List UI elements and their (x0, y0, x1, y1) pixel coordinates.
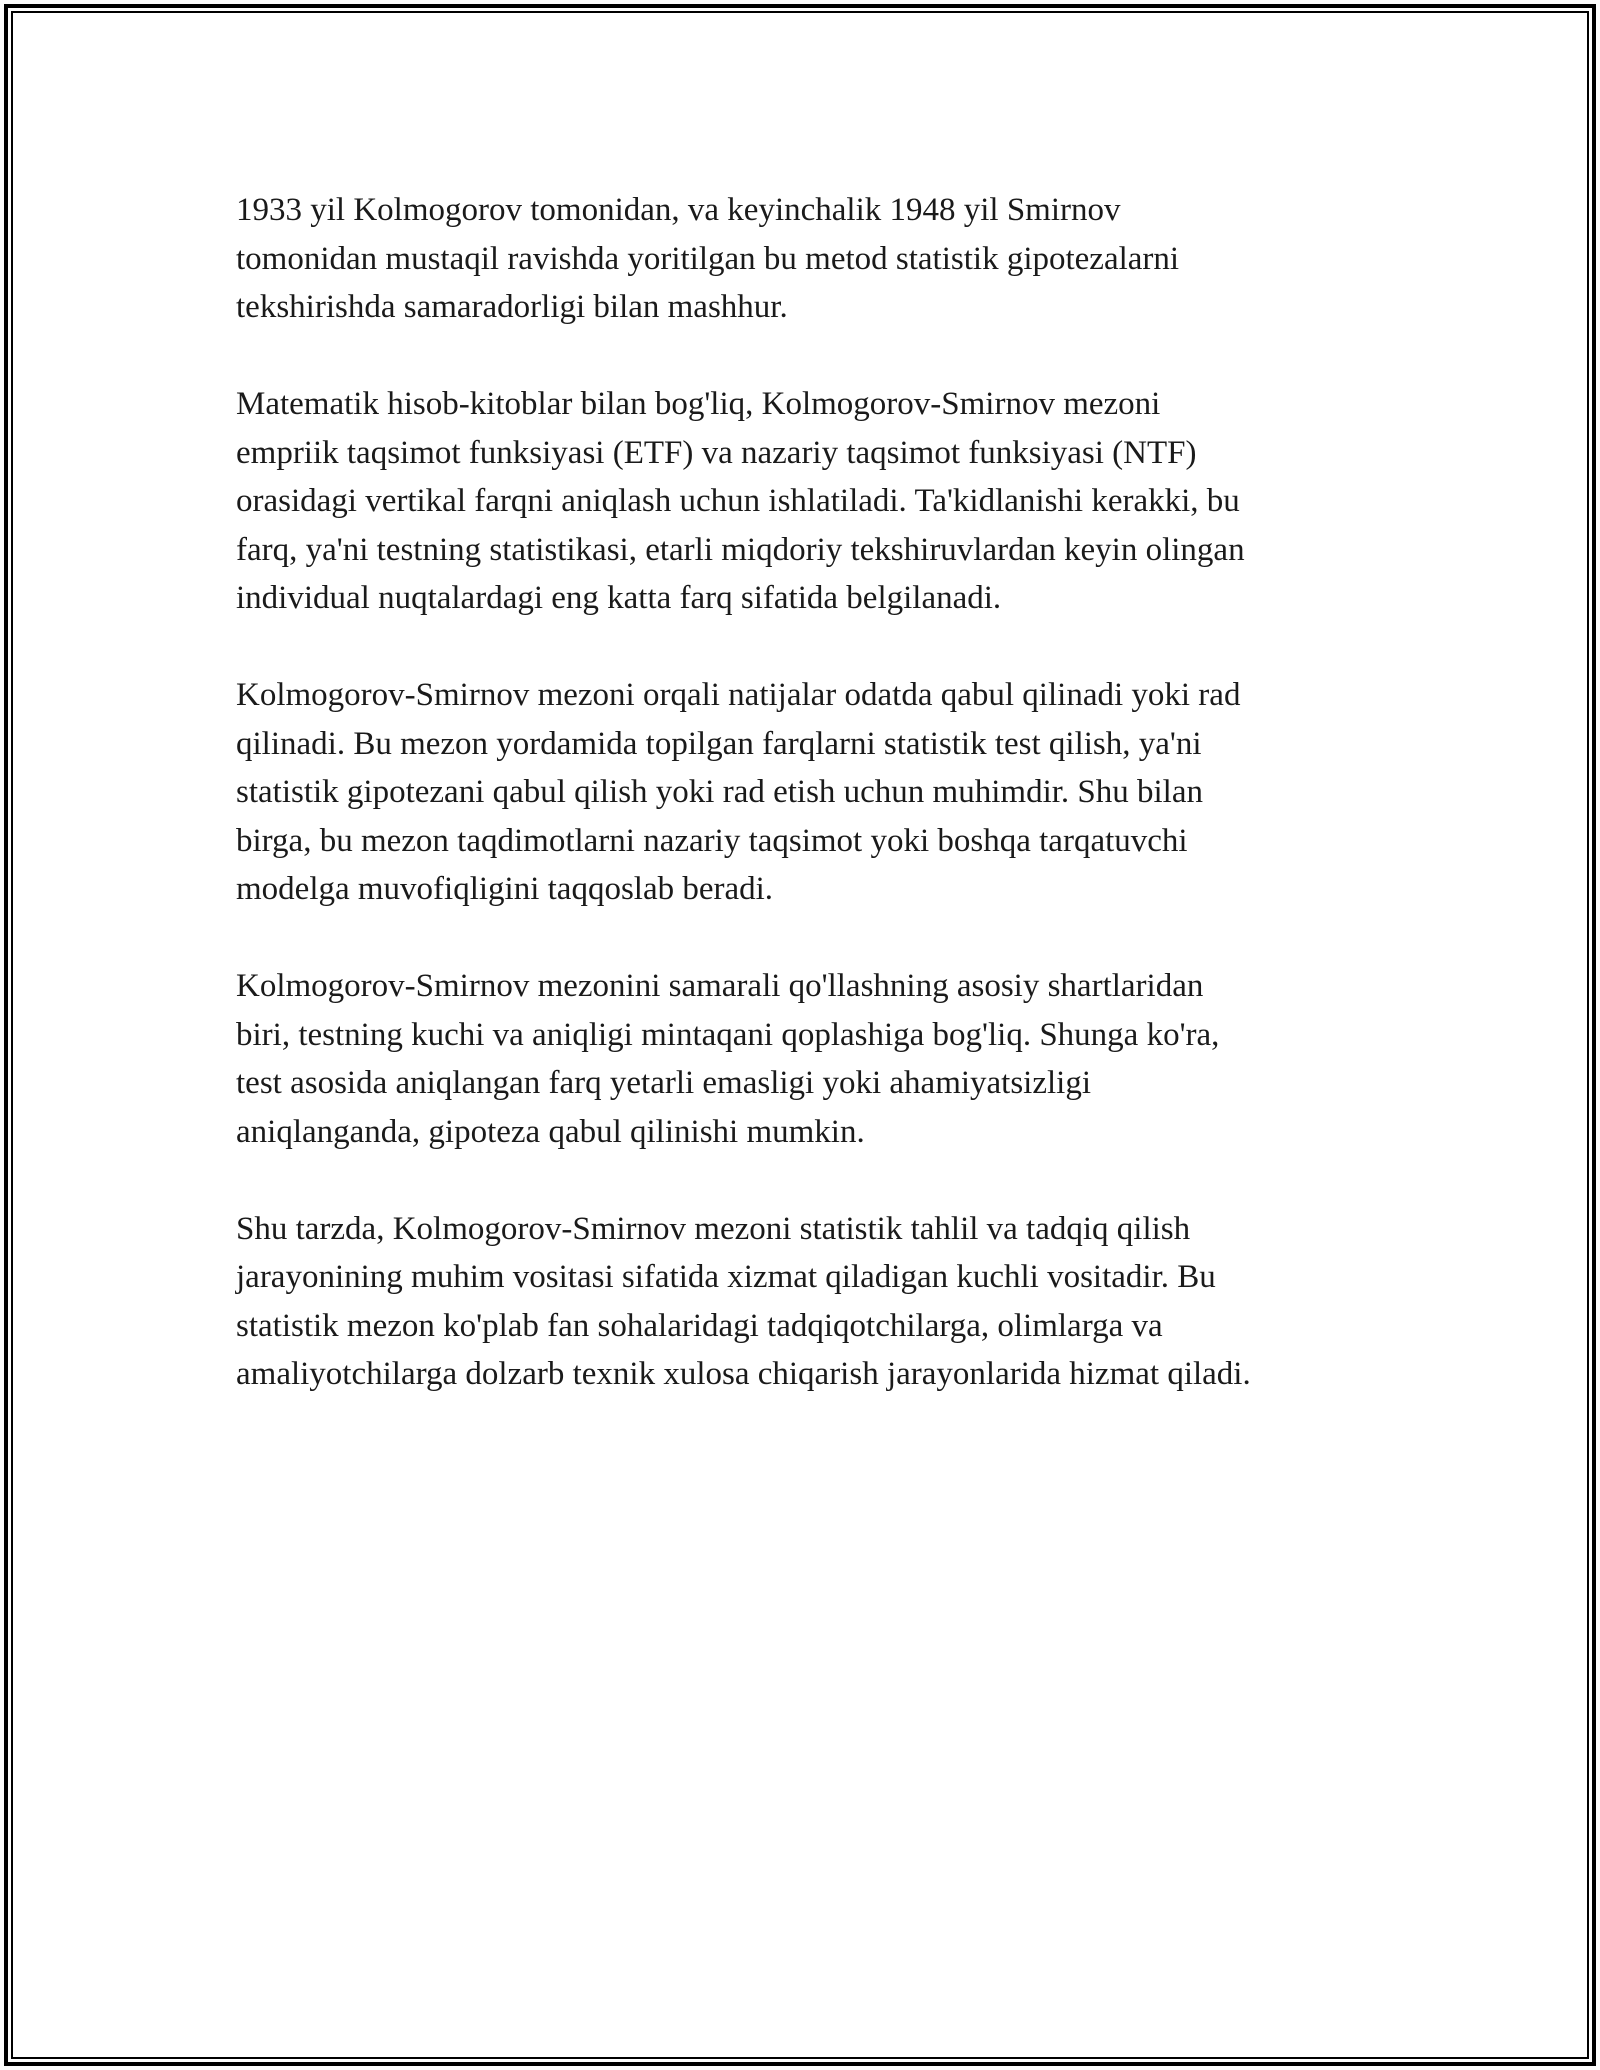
paragraph-2: Matematik hisob-kitoblar bilan bog'liq, Kolmogorov-Smirnov mezoni empriik taqsimot funksiyasi (ETF) va nazariy taqsimot funksiyasi (NTF) orasidagi vertikal farqni aniqlash uchun ishlatiladi. Ta'kidlanishi kerakki, bu farq, ya'ni testning statistikasi, etarli miqdoriy tekshiruvlardan keyin olingan individual nuqtalardagi eng katta farq sifatida belgilanadi. (236, 386, 1245, 616)
paragraph-5: Shu tarzda, Kolmogorov-Smirnov mezoni statistik tahlil va tadqiq qilish jarayonining muhim vositasi sifatida xizmat qiladigan kuchli vositadir. Bu statistik mezon ko'plab fan sohalaridagi tadqiqotchilarga, olimlarga va amaliyotchilarga dolzarb texnik xulosa chiqarish jarayonlarida hizmat qiladi. (236, 1210, 1251, 1392)
paragraph-1: 1933 yil Kolmogorov tomonidan, va keyinchalik 1948 yil Smirnov tomonidan mustaqil ravishda yoritilgan bu metod statistik gipotezalarni tekshirishda samaradorligi bilan mashhur. (236, 192, 1180, 325)
paragraph-4: Kolmogorov-Smirnov mezonini samarali qo'llashning asosiy shartlaridan biri, testning kuchi va aniqligi mintaqani qoplashiga bog'liq. Shunga ko'ra, test asosida aniqlangan farq yetarli emasligi yoki ahamiyatsizligi aniqlanganda, gipoteza qabul qilinishi mumkin. (236, 968, 1220, 1150)
document-body (236, 186, 1386, 1447)
paragraph-3: Kolmogorov-Smirnov mezoni orqali natijalar odatda qabul qilinadi yoki rad qilinadi. Bu mezon yordamida topilgan farqlarni statistik test qilish, ya'ni statistik gipotezani qabul qilish yoki rad etish uchun muhimdir. Shu bilan birga, bu mezon taqdimotlarni nazariy taqsimot yoki boshqa tarqatuvchi modelga muvofiqligini taqqoslab beradi. (236, 677, 1241, 907)
